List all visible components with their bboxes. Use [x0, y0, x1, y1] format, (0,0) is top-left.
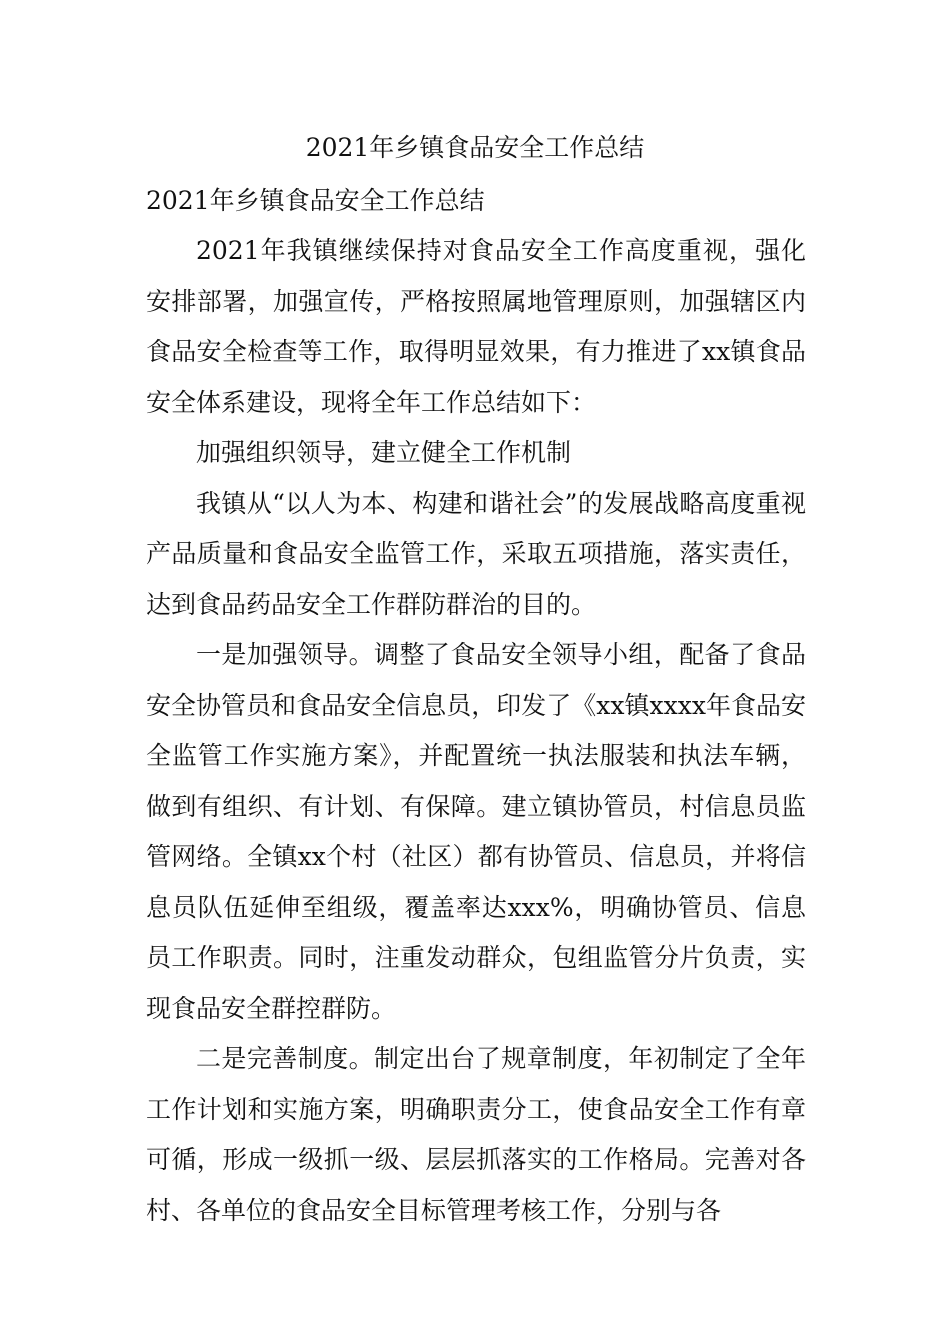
paragraph-system: 二是完善制度。制定出台了规章制度，年初制定了全年工作计划和实施方案，明确职责分工，使食品安全工作有章可循，形成一级抓一级、层层抓落实的工作格局。完善对各村、各单位的食品安全目标管理考核工作，分别与各 [146, 1044, 806, 1225]
paragraph-leadership: 一是加强领导。调整了食品安全领导小组，配备了食品安全协管员和食品安全信息员，印发了《xx镇xxxx年食品安全监管工作实施方案》，并配置统一执法服装和执法车辆，做到有组织、有计划、有保障。建立镇协管员，村信息员监管网络。全镇xx个村（社区）都有协管员、信息员，并将信息员队伍延伸至组级，覆盖率达xxx%，明确协管员、信息员工作职责。同时，注重发动群众，包组监管分片负责，实现食品安全群控群防。 [146, 640, 806, 1023]
section-heading: 加强组织领导，建立健全工作机制 [196, 438, 572, 467]
document-subtitle: 2021年乡镇食品安全工作总结 [146, 186, 485, 215]
paragraph-intro: 2021年我镇继续保持对食品安全工作高度重视，强化安排部署，加强宣传，严格按照属地管理原则，加强辖区内食品安全检查等工作，取得明显效果，有力推进了xx镇食品安全体系建设，现将全年工作总结如下： [146, 236, 806, 417]
paragraph-overview: 我镇从“以人为本、构建和谐社会”的发展战略高度重视产品质量和食品安全监管工作，采取五项措施，落实责任，达到食品药品安全工作群防群治的目的。 [146, 488, 806, 619]
document-body [146, 176, 806, 1236]
document-title: 2021年乡镇食品安全工作总结 [305, 133, 645, 162]
